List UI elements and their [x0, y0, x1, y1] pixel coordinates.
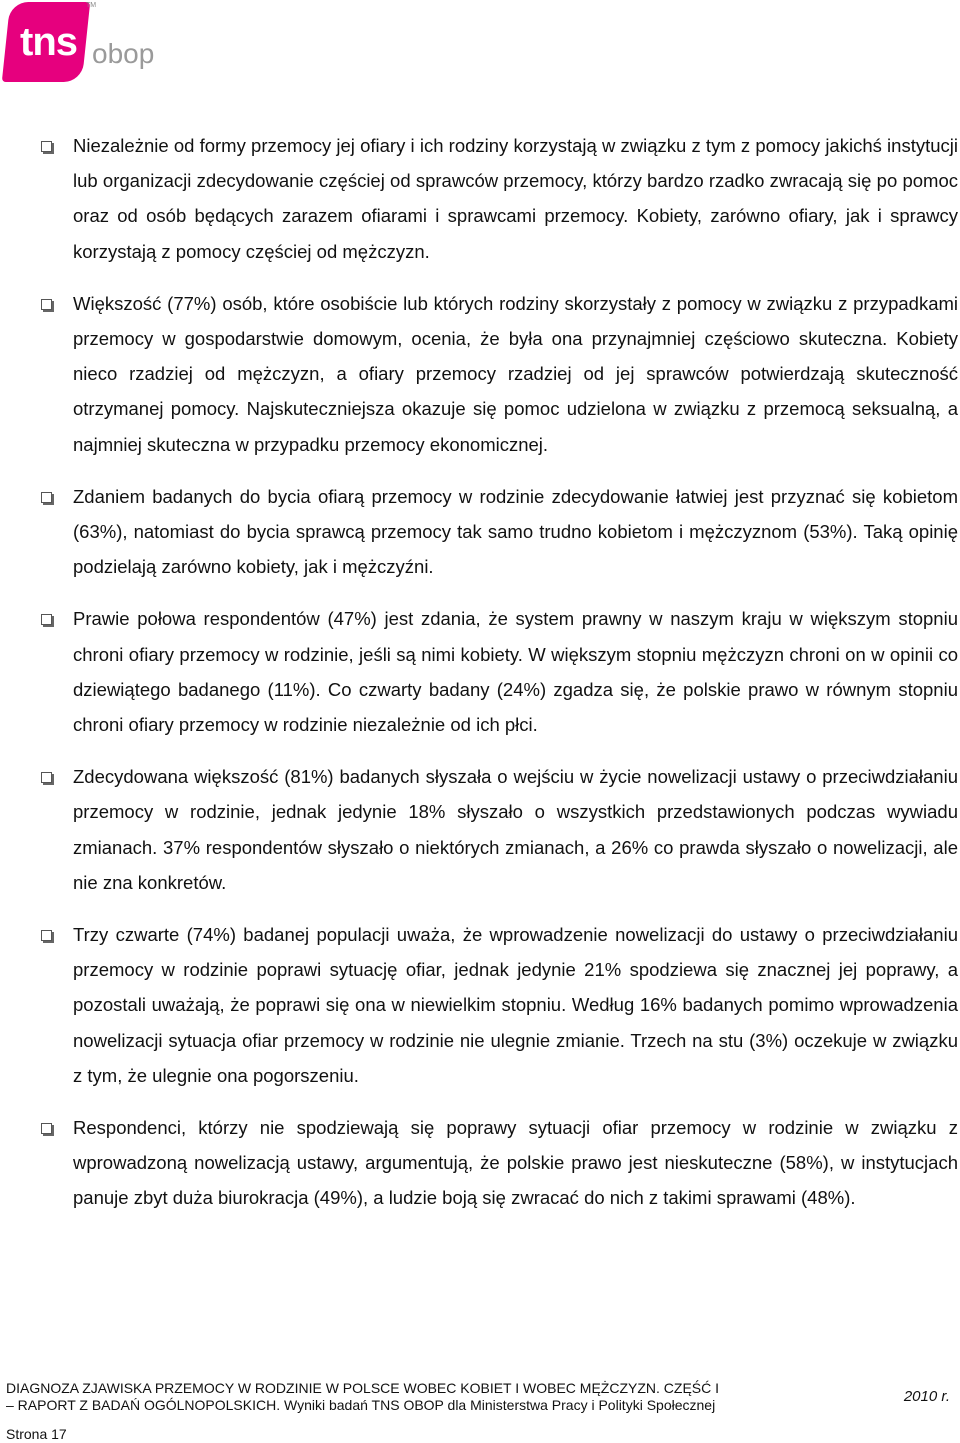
bullet-item: [40, 286, 958, 462]
footer-report-subtitle: – RAPORT Z BADAŃ OGÓLNOPOLSKICH. Wyniki badań TNS OBOP dla Ministerstwa Pracy i Polityki Społecznej: [6, 1397, 716, 1413]
bullet-text: Respondenci, którzy nie spodziewają się poprawy sytuacji ofiar przemocy w rodzinie w związku z wprowadzoną nowelizacją ustawy, argumentują, że polskie prawo jest nieskuteczne (58%), w instytucjach panuje zbyt duża biurokracja (49%), a ludzie boją się zwracać do nich z takimi sprawami (48%).: [73, 1117, 958, 1209]
checkbox-bullet-icon: [41, 492, 52, 503]
logo-trademark: TM: [86, 2, 97, 9]
bullet-item: [40, 917, 958, 1093]
bullet-item: [40, 479, 958, 585]
logo-mark-text: tns: [20, 20, 77, 64]
bullet-text: Prawie połowa respondentów (47%) jest zdania, że system prawny w naszym kraju w większym stopniu chroni ofiary przemocy w rodzinie, jeśli są nimi kobiety. W większym stopniu mężczyzn chroni on w opinii co dziewiątego badanego (11%). Co czwarty badany (24%) zgadza się, że polskie prawo w równym stopniu chroni ofiary przemocy w rodzinie niezależnie od ich płci.: [73, 608, 958, 736]
bullet-item: [40, 128, 958, 269]
logo-suffix: obop: [92, 38, 155, 69]
checkbox-bullet-icon: [41, 772, 52, 783]
tns-obop-logo: [6, 2, 156, 84]
bullet-text: Niezależnie od formy przemocy jej ofiary i ich rodziny korzystają w związku z tym z pomocy jakichś instytucji lub organizacji zdecydowanie częściej od sprawców przemocy, którzy bardzo rzadko zwracają się po pomoc oraz od osób będących zarazem ofiarami i sprawcami przemocy. Kobiety, zarówno ofiary, jak i sprawcy korzystają z pomocy częściej od mężczyzn.: [73, 135, 958, 262]
bullet-text: Większość (77%) osób, które osobiście lub których rodziny skorzystały z pomocy w związku z przypadkami przemocy w gospodarstwie domowym, ocenia, że była ona przynajmniej częściowo skuteczna. Kobiety nieco rzadziej od mężczyzn, a ofiary przemocy rzadziej od jej sprawców potwierdzają skuteczność otrzymanej pomocy. Najskuteczniejsza okazuje się pomoc udzielona w związku z przemocą seksualną, a najmniej skuteczna w przypadku przemocy ekonomicznej.: [73, 292, 958, 455]
footer-year: 2010 r.: [903, 1388, 950, 1405]
footer-report-title: DIAGNOZA ZJAWISKA PRZEMOCY W RODZINIE W POLSCE WOBEC KOBIET I WOBEC MĘŻCZYZN. CZĘŚĆ I: [6, 1380, 720, 1396]
bullet-text: Zdaniem badanych do bycia ofiarą przemocy w rodzinie zdecydowanie łatwiej jest przyznać się kobietom (63%), natomiast do bycia sprawcą przemocy tak samo trudno kobietom i mężczyznom (53%). Taką opinię podzielają zarówno kobiety, jak i mężczyźni.: [73, 485, 958, 578]
checkbox-bullet-icon: [41, 1123, 52, 1134]
page-footer: [6, 1380, 956, 1414]
bullet-text: Zdecydowana większość (81%) badanych słyszała o wejściu w życie nowelizacji ustawy o przeciwdziałaniu przemocy w rodzinie, jednak jedynie 18% słyszało o wszystkich przedstawionych podczas wywiadu zmianach. 37% respondentów słyszało o niektórych zmianach, a 26% co prawda słyszało o nowelizacji, ale nie zna konkretów.: [73, 766, 958, 893]
document-body: [40, 128, 958, 1233]
bullet-text: Trzy czwarte (74%) badanej populacji uważa, że wprowadzenie nowelizacji do ustawy o przeciwdziałaniu przemocy w rodzinie poprawi sytuację ofiar, jednak jedynie 21% spodziewa się znacznej jej poprawy, a pozostali uważają, że poprawi się ona w niewielkim stopniu. Według 16% badanych pomimo wprowadzenia nowelizacji sytuacja ofiar przemocy w rodzinie nie ulegnie zmianie. Trzech na stu (3%) oczekuje w związku z tym, że ulegnie ona pogorszeniu.: [73, 924, 958, 1086]
page-number: Strona 17: [6, 1426, 67, 1442]
bullet-item: [40, 759, 958, 900]
checkbox-bullet-icon: [41, 141, 52, 152]
bullet-item: [40, 601, 958, 742]
checkbox-bullet-icon: [41, 930, 52, 941]
bullet-item: [40, 1110, 958, 1216]
checkbox-bullet-icon: [41, 299, 52, 310]
checkbox-bullet-icon: [41, 614, 52, 625]
